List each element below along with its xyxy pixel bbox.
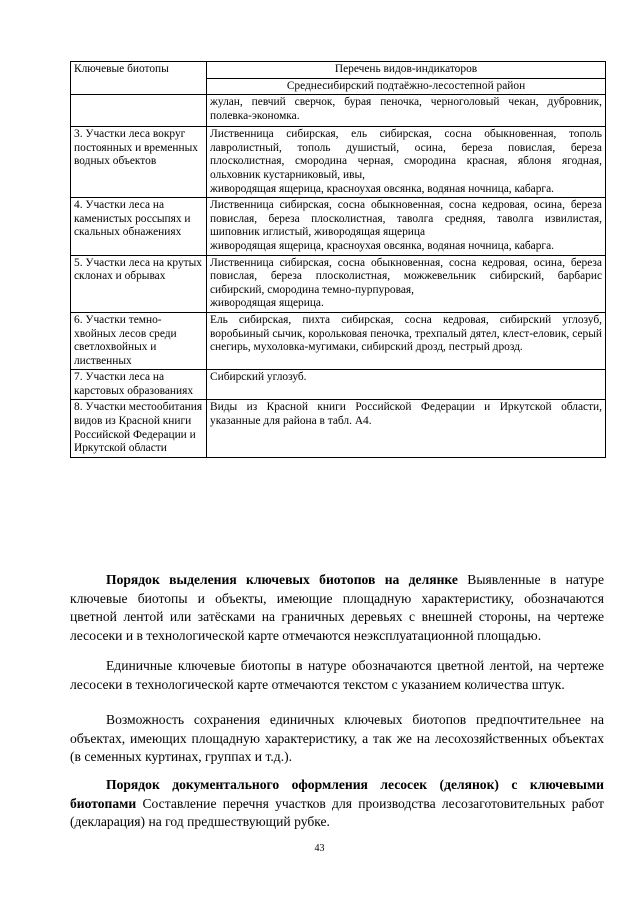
paragraph-heading: Порядок документального оформления лесосек (делянок) с ключевыми биотопами (70, 777, 604, 811)
table-cell-biotope: 3. Участки леса вокруг постоянных и временных водных объектов (71, 127, 207, 198)
table-row (71, 127, 606, 198)
table-cell-biotope: 7. Участки леса на карстовых образованиях (71, 370, 207, 400)
table-row (71, 95, 606, 127)
paragraph-selection-order (70, 571, 604, 645)
table-cell-species (207, 127, 606, 198)
header-key-biotopes: Ключевые биотопы (71, 62, 207, 95)
table-cell-biotope: 6. Участки темно-хвойных лесов среди светлохвойных и лиственных (71, 312, 207, 369)
species-text: живородящая ящерица, красноухая овсянка, водяная ночница, кабарга. (210, 182, 555, 195)
header-region: Среднесибирский подтаёжно-лесостепной район (207, 78, 606, 95)
species-text: живородящая ящерица, красноухая овсянка, водяная ночница, кабарга. (210, 239, 555, 252)
species-text: живородящая ящерица. (210, 297, 324, 310)
paragraph-documentation (70, 776, 604, 832)
paragraph-text: Составление перечня участков для производства лесозаготовительных работ (декларация) на год предшествующий рубке. (70, 795, 604, 830)
table-cell-species: Сибирский углозуб. (207, 370, 606, 400)
table-cell-species (207, 255, 606, 312)
table-row (71, 312, 606, 369)
paragraph-text: Выявленные в натуре ключевые биотопы и объекты, имеющие площадную характеристику, обозначаются цветной лентой или затёсками на граничных деревьях с внешней стороны, на чертеже лесосеки и в технологической карте отмечаются неэксплуатационной площадью. (70, 572, 604, 643)
paragraph-preservation: Возможность сохранения единичных ключевых биотопов предпочтительнее на объектах, имеющих площадную характеристику, а так же на лесохозяйственных объектах (в семенных куртинах, группах и т.д.). (70, 712, 604, 765)
page-number: 43 (314, 843, 325, 854)
table-cell-species: жулан, певчий сверчок, бурая пеночка, черноголовый чекан, дубровник, полевка-экономка. (207, 95, 606, 127)
table-header-row (71, 62, 606, 79)
table-cell-biotope: 4. Участки леса на каменистых россыпях и скальных обнажениях (71, 198, 207, 255)
indicator-species-table (70, 61, 606, 458)
table-row (71, 198, 606, 255)
species-text: Лиственница сибирская, ель сибирская, сосна обыкновенная, тополь лавролистный, тополь душистый, осина, береза повислая, береза плосколистная, смородина черная, смородина красная, яблоня ягодная, ольховник кустарниковый, ивы, (210, 128, 602, 181)
table-cell-species (207, 198, 606, 255)
table-cell-biotope (71, 95, 207, 127)
table-cell-species: Ель сибирская, пихта сибирская, сосна кедровая, сибирский углозуб, воробьиный сычик, корольковая пеночка, трехпалый дятел, клест-еловик, серый снегирь, мухоловка-мугимаки, сибирский дрозд, пестрый дрозд. (207, 312, 606, 369)
species-text: Лиственница сибирская, сосна обыкновенная, сосна кедровая, осина, береза повислая, береза плосколистная, таволга средняя, таволга извилистая, шиповник иглистый, живородящая ящерица (210, 199, 602, 239)
table-cell-species: Виды из Красной книги Российской Федерации и Иркутской области, указанные для района в табл. А4. (207, 400, 606, 457)
species-text: Лиственница сибирская, сосна обыкновенная, сосна кедровая, осина, береза повислая, береза плосколистная, можжевельник сибирский, барбарис сибирский, смородина темно-пурпуровая, (210, 256, 602, 296)
table-row (71, 400, 606, 457)
table-cell-biotope: 5. Участки леса на крутых склонах и обрывах (71, 255, 207, 312)
table-row (71, 370, 606, 400)
header-species-list: Перечень видов-индикаторов (207, 62, 606, 79)
table-row (71, 255, 606, 312)
paragraph-single-biotopes: Единичные ключевые биотопы в натуре обозначаются цветной лентой, на чертеже лесосеки в технологической карте отмечаются текстом с указанием количества штук. (70, 658, 604, 692)
paragraph-heading: Порядок выделения ключевых биотопов на делянке (106, 572, 458, 587)
table-cell-biotope: 8. Участки местообитания видов из Красной книги Российской Федерации и Иркутской области (71, 400, 207, 457)
